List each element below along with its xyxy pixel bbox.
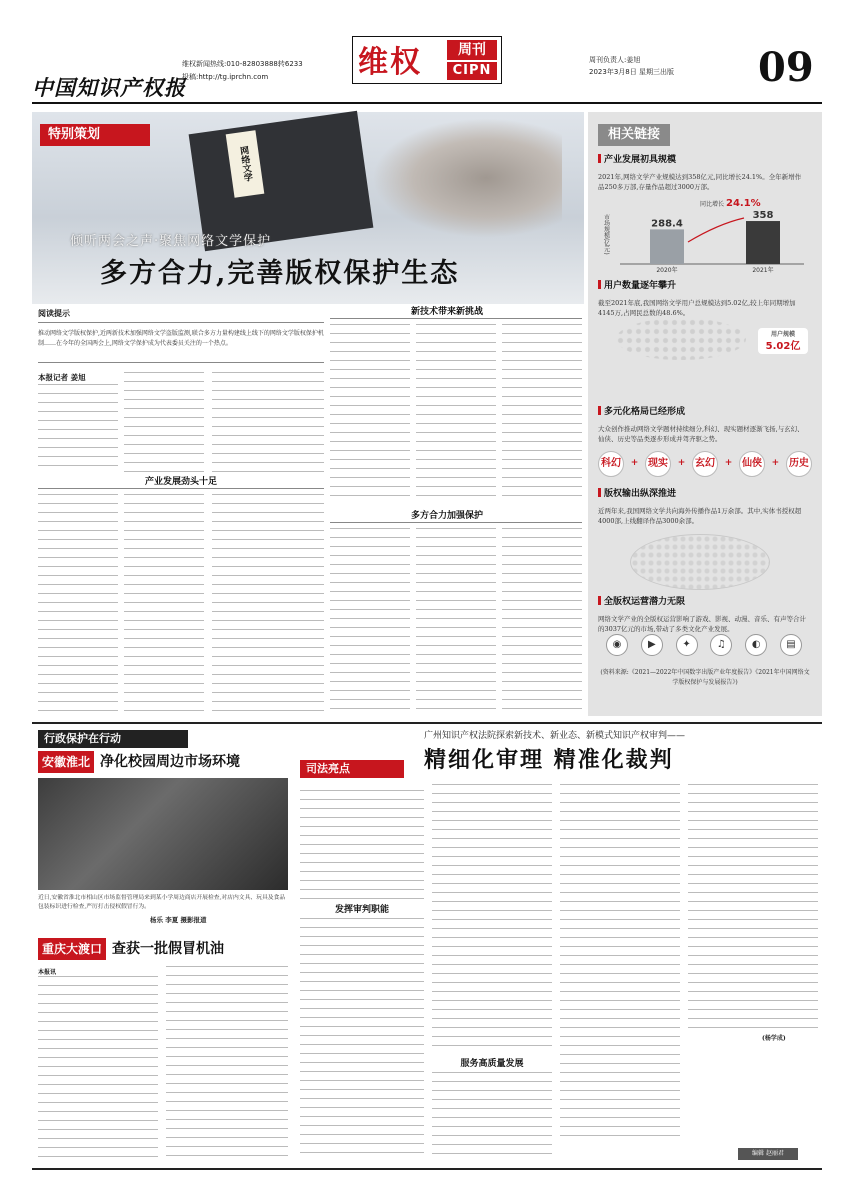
story2-title-row — [38, 936, 288, 962]
hotline-text: 维权新闻热线:010-82803888转6233 — [182, 60, 303, 68]
music-icon: ♫ — [710, 634, 732, 656]
related-item-4 — [598, 488, 806, 526]
related-text: 截至2021年底,我国网络文学用户总规模达到5.02亿,较上年同期增加4145万,占网民总数的48.6%。 — [598, 298, 796, 317]
related-heading: 用户数量逐年攀升 — [598, 280, 806, 294]
mid-kicker: 广州知识产权法院探索新技术、新业态、新模式知识产权审判—— — [424, 731, 686, 741]
article-column-2c — [212, 494, 324, 716]
article-column-2b — [124, 494, 204, 716]
feature-tag: 特别策划 — [40, 124, 150, 146]
section-title: 维权 — [358, 45, 422, 80]
article-column-3c — [502, 324, 582, 502]
mid-column-1a — [300, 790, 424, 900]
feature-title: 多方合力,完善版权保护生态 — [100, 258, 460, 289]
mid-column-2b — [432, 1072, 552, 1160]
user-scale-card — [758, 328, 808, 354]
reading-tip-text: 推动网络文学版权保护,近两新技术加强网络文学盗版监测,联合多方力量构建线上线下的网络文学版权保护机制……在今年的全国两会上,网络文学保护成为代表委员关注的一个热点。 — [38, 330, 324, 347]
genre-scifi: 科幻 — [598, 451, 624, 477]
subhead-industry: 产业发展劲头十足 — [144, 477, 217, 487]
page-number: 09 — [758, 44, 814, 91]
mid-sub2-wrap — [432, 1058, 552, 1072]
chart-bar-0 — [650, 229, 684, 264]
judicial-highlight-tag: 司法亮点 — [300, 760, 404, 778]
related-text: 大众创作推动网络文学题材持续细分,科幻、现实题材逐渐飞扬,与玄幻、仙侠、历史等品类逐步形成并驾齐驱之势。 — [598, 424, 804, 443]
article-column-4b — [416, 528, 496, 716]
book-label: 网络文学 — [226, 130, 265, 198]
related-item-3 — [598, 406, 806, 444]
chart-bar-1 — [746, 221, 780, 264]
media-icons-row — [606, 634, 802, 660]
chart-value-label-0: 288.4 — [651, 218, 683, 230]
hands-image — [372, 118, 562, 238]
weekly-label: 周刊 — [447, 40, 497, 60]
reading-tip — [38, 308, 324, 349]
article-column-1c — [212, 372, 324, 474]
page-header — [0, 0, 853, 108]
world-map-graphic — [630, 534, 770, 590]
story1-title: 净化校园周边市场环境 — [100, 753, 241, 770]
subhead-1-rule — [38, 488, 324, 489]
related-tag: 相关链接 — [598, 124, 670, 146]
chart-ylabel: 市场规模(亿元) — [602, 214, 610, 255]
growth-arrow — [688, 218, 744, 242]
story1-title-row — [38, 750, 288, 774]
newspaper-logo: 中国知识产权报 — [32, 75, 186, 100]
growth-label: 同比增长 — [700, 201, 725, 208]
story2-place: 重庆大渡口 — [38, 938, 106, 960]
related-heading: 多元化格局已经形成 — [598, 406, 806, 420]
plus-icon: + — [630, 458, 639, 469]
submission-text: 投稿:http://tg.iprchn.com — [182, 73, 269, 81]
book-image — [189, 111, 374, 252]
contact-info — [182, 58, 303, 84]
subhead-tech: 新技术带来新挑战 — [410, 307, 483, 317]
genre-history: 历史 — [786, 451, 812, 477]
editor-text: 周刊负责人:姜旭 — [589, 56, 641, 64]
admin-protection-tag: 行政保护在行动 — [38, 730, 188, 748]
story2-column-a — [38, 976, 158, 1160]
editor-box: 编辑 赵丽君 — [738, 1148, 798, 1160]
byline: 本报记者 姜旭 — [38, 373, 86, 382]
story1-place: 安徽淮北 — [38, 751, 94, 773]
mid-column-2a — [432, 784, 552, 1052]
section-divider — [32, 722, 822, 724]
date-text: 2023年3月8日 星期三出版 — [589, 68, 674, 76]
story2-title: 查获一批假冒机油 — [112, 940, 225, 957]
related-text: 2021年,网络文学产业规模达到358亿元,同比增长24.1%。全年新增作品250多万部,存量作品超过3000万部。 — [598, 172, 802, 191]
plus-icon: + — [724, 458, 733, 469]
footer-rule — [32, 1168, 822, 1170]
user-dots-graphic — [616, 318, 746, 360]
plus-icon: + — [677, 458, 686, 469]
article-column-4c — [502, 528, 582, 716]
plus-icon: + — [771, 458, 780, 469]
subhead-protection: 多方合力加强保护 — [410, 511, 483, 521]
film-icon: ▶ — [641, 634, 663, 656]
book-icon: ▤ — [780, 634, 802, 656]
subhead-3-rule — [330, 522, 582, 523]
market-size-chart — [598, 194, 812, 276]
related-heading: 产业发展初具规模 — [598, 154, 806, 168]
mid-column-1b — [300, 918, 424, 1160]
edition-info — [589, 54, 674, 78]
chart-category-label-1: 2021年 — [752, 267, 774, 274]
related-text: 网络文学产业的全版权运营影响了游戏、影视、动漫、音乐、有声等合计的3037亿元的市场,带动了多类文化产业发展。 — [598, 614, 806, 633]
data-source-credit: (资料来源:《2021—2022年中国数字出版产业年度报告》《2021年中国网络文学版权保护与发展报告》) — [600, 669, 810, 686]
story2-column-b — [166, 966, 288, 1160]
mid-author-sign: (杨学成) — [762, 1035, 786, 1042]
genre-row — [598, 450, 812, 478]
story1-credit: 杨乐 李夏 摄影报道 — [150, 916, 207, 924]
related-text: 近两年来,我国网络文学共向海外传播作品1万余部。其中,实体书授权超4000部,上线翻译作品3000余部。 — [598, 506, 802, 525]
genre-fantasy: 玄幻 — [692, 451, 718, 477]
article-column-1b — [124, 372, 204, 474]
header-divider — [32, 102, 822, 104]
mid-subhead-2: 服务高质量发展 — [460, 1059, 524, 1069]
user-scale-value: 5.02亿 — [765, 341, 801, 352]
mid-column-3 — [560, 784, 680, 1140]
subhead-2-rule — [330, 318, 582, 319]
chart-value-label-1: 358 — [752, 210, 774, 222]
article-column-3a — [330, 324, 410, 502]
user-scale-label: 用户规模 — [770, 331, 795, 338]
related-item-2 — [598, 280, 806, 318]
related-item-5 — [598, 596, 806, 634]
mid-subhead-1: 发挥审判职能 — [334, 905, 389, 915]
growth-value: 24.1% — [726, 198, 761, 209]
story1-photo — [38, 778, 288, 890]
intro-rule — [38, 362, 324, 363]
chart-category-label-0: 2020年 — [656, 267, 678, 274]
story2-byline: 本报讯 — [38, 969, 57, 976]
related-heading: 版权输出纵深推进 — [598, 488, 806, 502]
related-item-1 — [598, 154, 806, 192]
mid-column-4 — [688, 784, 818, 1030]
story1-caption: 近日,安徽省淮北市相山区市场监督管理局来到某小学周边商店开展检查,对店内文具、玩具及食品包装标识进行检查,严厉打击侵权假冒行为。 — [38, 895, 286, 910]
genre-reality: 现实 — [645, 451, 671, 477]
mid-title: 精细化审理 精准化裁判 — [424, 748, 674, 773]
game-icon: ◉ — [606, 634, 628, 656]
article-column-1a — [38, 384, 118, 474]
article-column-4a — [330, 528, 410, 716]
reading-tip-heading: 阅读提示 — [38, 308, 324, 323]
genre-xianxia: 仙侠 — [739, 451, 765, 477]
related-heading: 全版权运营潜力无限 — [598, 596, 806, 610]
mid-sub1-wrap — [300, 904, 424, 918]
brand-label: CIPN — [447, 62, 497, 80]
feature-kicker: 倾听两会之声·聚焦网络文学保护 — [70, 234, 272, 249]
anime-icon: ✦ — [676, 634, 698, 656]
audio-icon: ◐ — [745, 634, 767, 656]
article-column-3b — [416, 324, 496, 502]
article-column-2a — [38, 494, 118, 716]
